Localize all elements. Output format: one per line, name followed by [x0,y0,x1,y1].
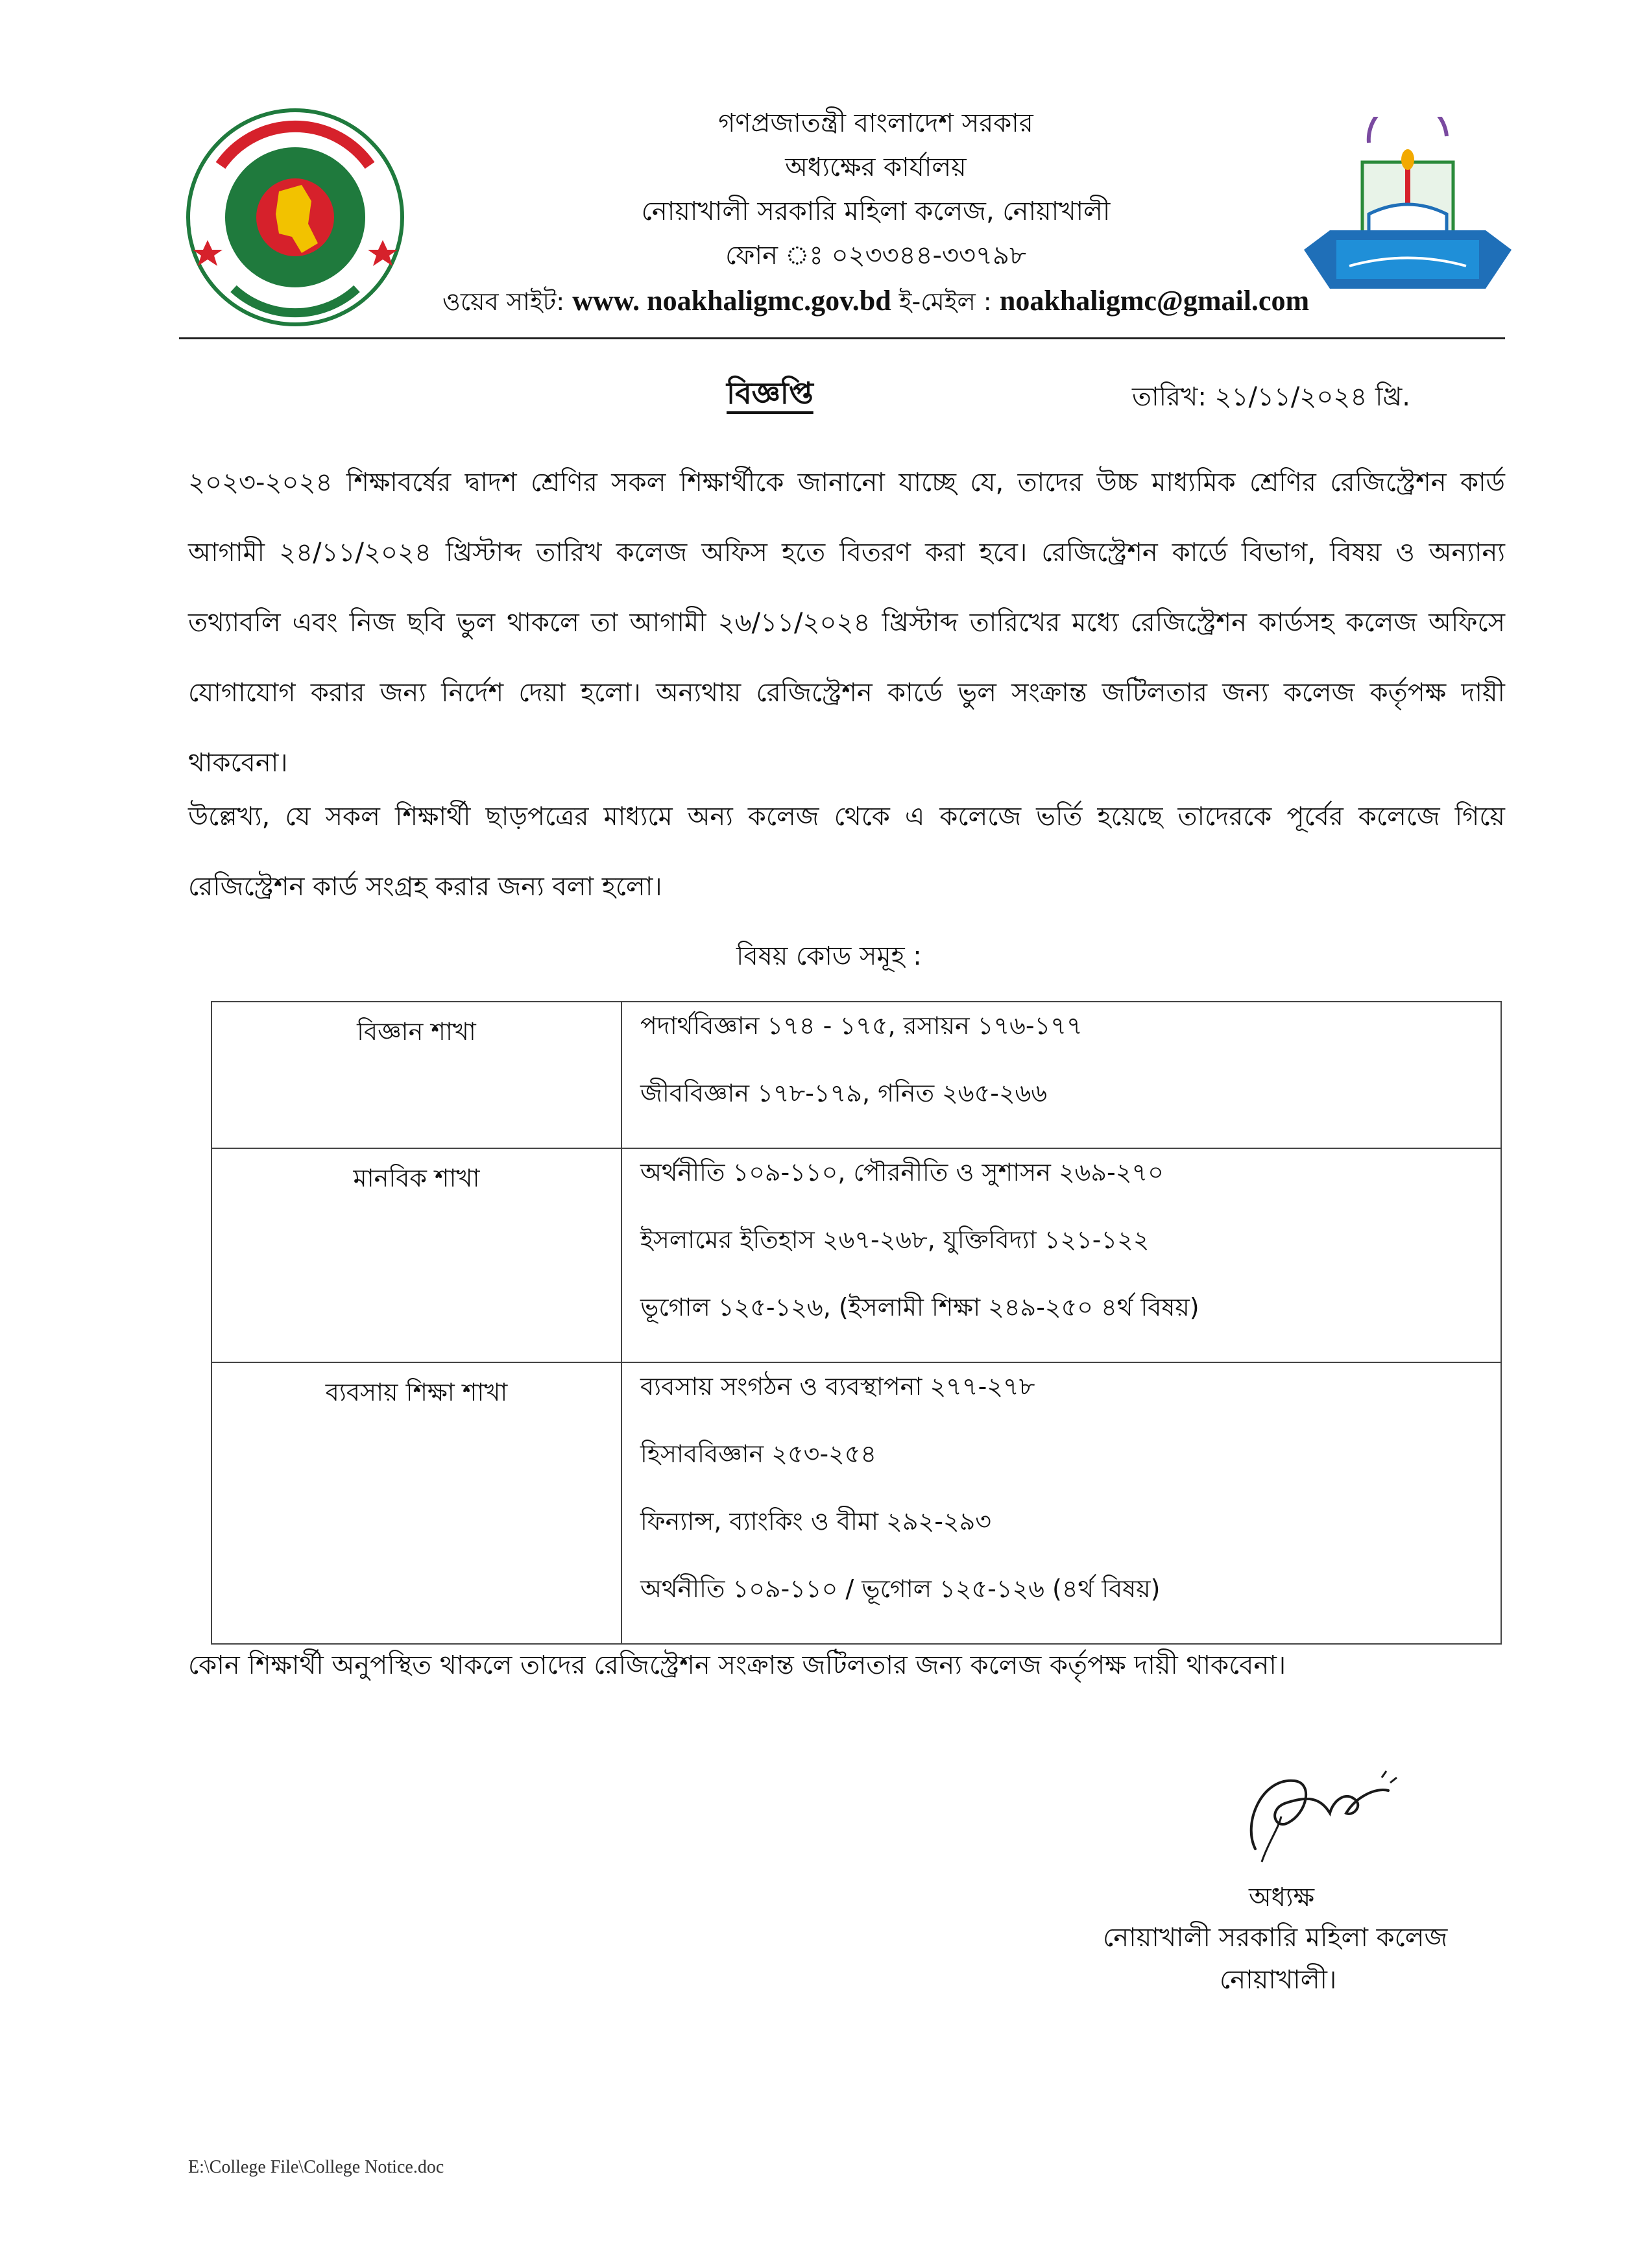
subject-line: জীববিজ্ঞান ১৭৮-১৭৯, গনিত ২৬৫-২৬৬ [640,1079,1048,1107]
table-row [211,1148,1501,1362]
subject-line: ইসলামের ইতিহাস ২৬৭-২৬৮, যুক্তিবিদ্যা ১২১-১২২ [640,1225,1150,1254]
signatory-college: নোয়াখালী সরকারি মহিলা কলেজ [1103,1923,1448,1953]
subject-line: হিসাববিজ্ঞান ২৫৩-২৫৪ [640,1440,877,1468]
subjects-cell [621,1148,1501,1362]
stream-cell: বিজ্ঞান শাখা [211,1002,621,1148]
stream-cell: মানবিক শাখা [211,1148,621,1362]
header-divider [179,337,1505,339]
table-row [211,1362,1501,1644]
signatory-title: অধ্যক্ষ [1249,1883,1315,1912]
subject-line: ফিন্যান্স, ব্যাংকিং ও বীমা ২৯২-২৯৩ [640,1507,991,1536]
signatory-district: নোয়াখালী। [1220,1965,1337,1995]
notice-paragraph-2: উল্লেখ্য, যে সকল শিক্ষার্থী ছাড়পত্রের মাধ্যমে অন্য কলেজ থেকে এ কলেজে ভর্তি হয়েছে তাদেরকে পূর্বের কলেজে গিয়ে রেজিস্ট্রেশন কার্ড সংগ্রহ করার জন্য বলা হলো। [188,802,1505,902]
website-label: ওয়েব সাইট: [442,287,565,316]
college-logo-icon [1291,117,1525,305]
subject-codes-table [211,1001,1502,1645]
notice-title: বিজ্ঞপ্তি [727,376,814,411]
college-name: নোয়াখালী সরকারি মহিলা কলেজ, নোয়াখালী [641,197,1111,226]
government-name: গণপ্রজাতন্ত্রী বাংলাদেশ সরকার [718,108,1033,138]
notice-paragraph-1: ২০২৩-২০২৪ শিক্ষাবর্ষের দ্বাদশ শ্রেণির সকল শিক্ষার্থীকে জানানো যাচ্ছে যে, তাদের উচ্চ মাধ্যমিক শ্রেণির রেজিস্ট্রেশন কার্ড আগামী ২৪/১১/২০২৪ খ্রিস্টাব্দ তারিখ কলেজ অফিস হতে বিতরণ করা হবে। রেজিস্ট্রেশন কার্ডে বিভাগ, বিষয় ও অন্যান্য তথ্যাবলি এবং নিজ ছবি ভুল থাকলে তা আগামী ২৬/১১/২০২৪ খ্রিস্টাব্দ তারিখের মধ্যে রেজিস্ট্রেশন কার্ডসহ কলেজ অফিসে যোগাযোগ করার জন্য নির্দেশ দেয়া হলো। অন্যথায় রেজিস্ট্রেশন কার্ডে ভুল সংক্রান্ত জটিলতার জন্য কলেজ কর্তৃপক্ষ দায়ী থাকবেনা। [188,468,1505,778]
subjects-cell [621,1002,1501,1148]
table-row [211,1002,1501,1148]
website-link[interactable]: www. noakhaligmc.gov.bd [572,285,891,317]
contact-line [383,287,1369,315]
stream-cell: ব্যবসায় শিক্ষা শাখা [211,1362,621,1644]
footer-note: কোন শিক্ষার্থী অনুপস্থিত থাকলে তাদের রেজিস্ট্রেশন সংক্রান্ত জটিলতার জন্য কলেজ কর্তৃপক্ষ দায়ী থাকবেনা। [188,1650,1286,1680]
notice-date: তারিখ: ২১/১১/২০২৪ খ্রি. [1132,382,1410,412]
subjects-cell [621,1362,1501,1644]
file-path: E:\College File\College Notice.doc [188,2157,444,2177]
subject-line: ভূগোল ১২৫-১২৬, (ইসলামী শিক্ষা ২৪৯-২৫০ ৪র্থ বিষয়) [640,1293,1199,1321]
email-link[interactable]: noakhaligmc@gmail.com [999,285,1310,317]
office-name: অধ্যক্ষের কার্যালয় [785,152,967,182]
codes-heading: বিষয় কোড সমূহ : [736,941,922,971]
subject-line: ব্যবসায় সংগঠন ও ব্যবস্থাপনা ২৭৭-২৭৮ [640,1372,1035,1401]
email-label: ই-মেইল : [898,287,992,316]
subject-line: অর্থনীতি ১০৯-১১০ / ভূগোল ১২৫-১২৬ (৪র্থ বিষয়) [640,1574,1161,1603]
signature-icon [1216,1752,1417,1875]
government-seal-icon [182,104,409,331]
subject-line: পদার্থবিজ্ঞান ১৭৪ - ১৭৫, রসায়ন ১৭৬-১৭৭ [640,1011,1083,1040]
phone-number: ফোন ঃ ০২৩৩৪৪-৩৩৭৯৮ [725,241,1026,271]
subject-line: অর্থনীতি ১০৯-১১০, পৌরনীতি ও সুশাসন ২৬৯-২৭০ [640,1158,1164,1187]
